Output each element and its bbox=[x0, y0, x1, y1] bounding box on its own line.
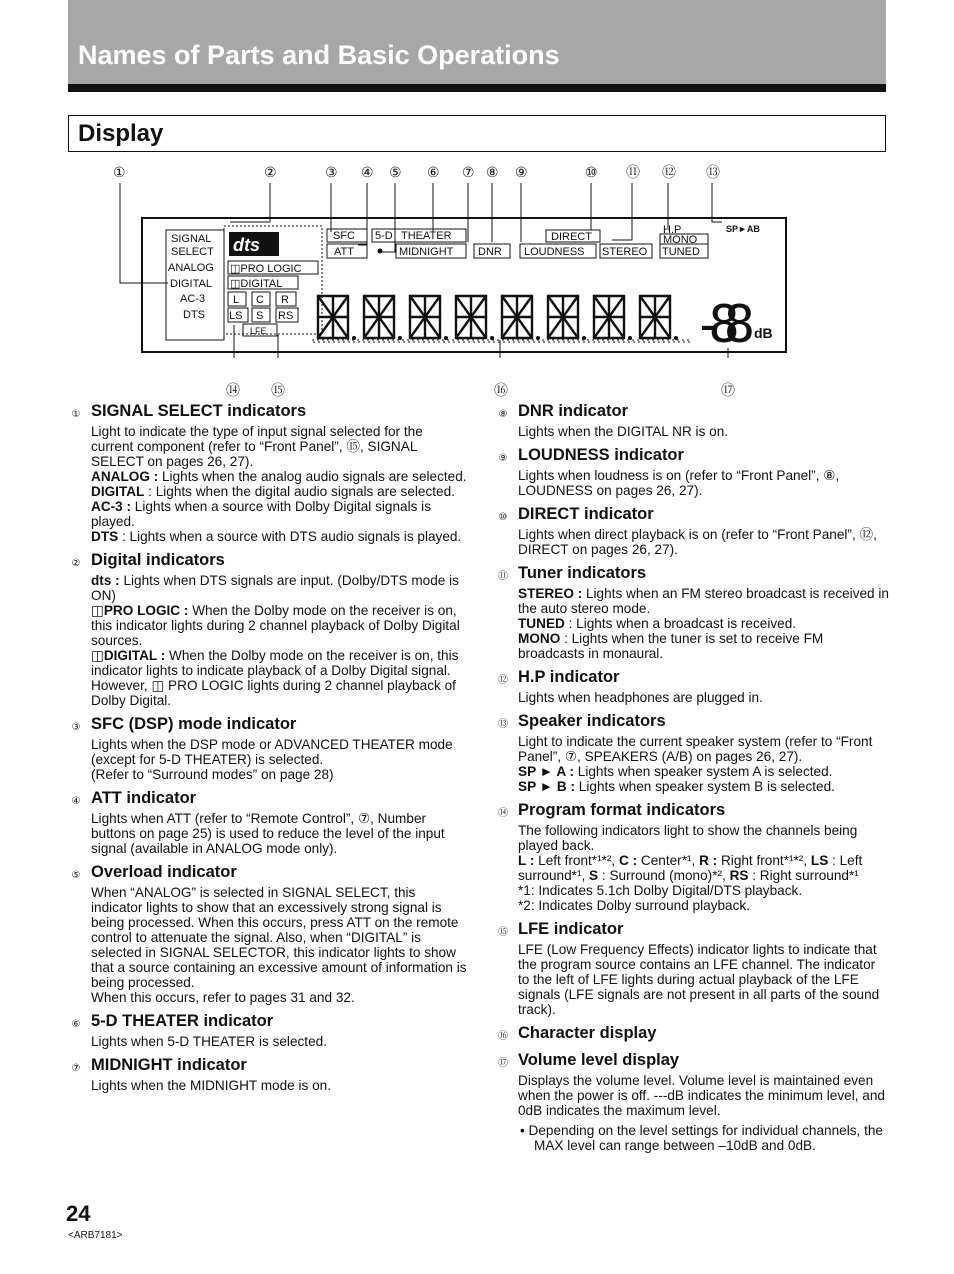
description-text: Displays the volume level. Volume level is maintained even when the power is off. ---dB indicates the minimum level, and 0dB indicates the maximum level. bbox=[518, 1073, 885, 1118]
description-text: Lights when the DIGITAL NR is on. bbox=[518, 424, 729, 439]
character-glyph bbox=[456, 296, 494, 340]
item-body bbox=[518, 734, 890, 794]
term-label: LS bbox=[810, 853, 829, 868]
stereo-indicator: STEREO bbox=[602, 246, 648, 258]
item-marker: ⑭ bbox=[498, 808, 508, 819]
midnight-indicator: MIDNIGHT bbox=[399, 246, 454, 258]
item-marker: ⑫ bbox=[498, 675, 508, 686]
character-glyph bbox=[410, 296, 448, 340]
description-text: Left front*¹*², bbox=[534, 853, 619, 868]
item-title: SFC (DSP) mode indicator bbox=[91, 715, 297, 733]
description-item bbox=[68, 551, 468, 708]
marker-4: ④ bbox=[361, 164, 374, 180]
item-marker: ⑨ bbox=[498, 453, 508, 464]
item-body bbox=[91, 737, 468, 782]
character-glyph bbox=[318, 296, 356, 340]
description-item bbox=[68, 863, 468, 1005]
item-title: Tuner indicators bbox=[518, 564, 647, 582]
description-text: Lights when speaker system B is selected. bbox=[575, 779, 835, 794]
item-marker: ⑧ bbox=[498, 409, 508, 420]
source-digital: DIGITAL bbox=[170, 278, 212, 290]
description-text: Lights when direct playback is on (refer to “Front Panel”, ⑫, DIRECT on pages 26, 27). bbox=[518, 527, 877, 557]
item-body bbox=[518, 527, 890, 557]
loudness-indicator: LOUDNESS bbox=[524, 246, 585, 258]
item-title: Character display bbox=[518, 1024, 657, 1042]
term-label: AC-3 : bbox=[91, 499, 132, 514]
item-heading bbox=[68, 715, 468, 735]
item-body bbox=[518, 468, 890, 498]
term-label: R : bbox=[699, 853, 718, 868]
item-heading bbox=[495, 712, 890, 732]
description-text: Lights when the analog audio signals are selected. bbox=[158, 469, 467, 484]
marker-3: ③ bbox=[325, 164, 338, 180]
description-text: Lights when headphones are plugged in. bbox=[518, 690, 763, 705]
description-item bbox=[495, 446, 890, 498]
marker-5: ⑤ bbox=[389, 164, 402, 180]
description-item bbox=[68, 789, 468, 856]
item-title: ATT indicator bbox=[91, 789, 197, 807]
item-marker: ① bbox=[71, 409, 81, 420]
character-glyph bbox=[548, 296, 586, 340]
description-text: : Surround (mono)*², bbox=[598, 868, 730, 883]
marker-14: ⑭ bbox=[226, 382, 240, 398]
item-heading bbox=[495, 402, 890, 422]
description-text: Lights when an FM stereo broadcast is received in the auto stereo mode. bbox=[518, 586, 889, 616]
term-label: dts : bbox=[91, 573, 120, 588]
item-body bbox=[91, 573, 468, 708]
character-glyph bbox=[594, 296, 632, 340]
source-analog: ANALOG bbox=[168, 262, 214, 274]
description-text: : Lights when a broadcast is received. bbox=[564, 616, 797, 631]
item-heading bbox=[495, 505, 890, 525]
description-text: Right front*¹*², bbox=[717, 853, 811, 868]
description-text: When this occurs, refer to pages 31 and 32. bbox=[91, 990, 355, 1005]
description-text: : Lights when a source with DTS audio signals is played. bbox=[118, 529, 462, 544]
marker-10: ⑩ bbox=[585, 164, 598, 180]
character-glyph bbox=[364, 296, 402, 340]
left-column bbox=[68, 402, 468, 1100]
item-heading bbox=[495, 1051, 890, 1071]
item-body bbox=[518, 586, 890, 661]
section-box bbox=[68, 115, 886, 152]
dnr-indicator: DNR bbox=[478, 246, 502, 258]
item-title: 5-D THEATER indicator bbox=[91, 1012, 274, 1030]
sfc-indicator: SFC bbox=[333, 230, 355, 242]
description-item bbox=[495, 564, 890, 661]
item-body bbox=[91, 1034, 468, 1049]
overload-indicator bbox=[378, 249, 383, 254]
description-text: *2: Indicates Dolby surround playback. bbox=[518, 898, 750, 913]
item-marker: ⑩ bbox=[498, 512, 508, 523]
description-item bbox=[68, 402, 468, 544]
description-item bbox=[495, 1024, 890, 1044]
description-text: Lights when speaker system A is selected. bbox=[574, 764, 833, 779]
item-marker: ⑥ bbox=[71, 1019, 81, 1030]
description-text: Center*¹, bbox=[637, 853, 700, 868]
item-body bbox=[518, 942, 890, 1017]
header-rule bbox=[68, 84, 886, 92]
description-text: When the Dolby mode on the receiver is on, this indicator lights during 2 channel playback of Dolby Digital sources. bbox=[91, 603, 460, 648]
item-title: LOUDNESS indicator bbox=[518, 446, 684, 464]
item-body bbox=[91, 811, 468, 856]
channel-indicators bbox=[228, 292, 298, 336]
volume-db-unit: dB bbox=[754, 325, 773, 341]
item-body bbox=[518, 690, 890, 705]
item-marker: ③ bbox=[71, 722, 81, 733]
direct-indicator: DIRECT bbox=[551, 231, 592, 243]
item-marker: ⑦ bbox=[71, 1063, 81, 1074]
item-marker: ⑯ bbox=[498, 1031, 508, 1042]
item-body bbox=[91, 1078, 468, 1093]
marker-9: ⑨ bbox=[515, 164, 528, 180]
marker-6: ⑥ bbox=[427, 164, 440, 180]
description-text: : Lights when the tuner is set to receive FM broadcasts in monaural. bbox=[518, 631, 824, 661]
term-label: MONO bbox=[518, 631, 561, 646]
item-heading bbox=[68, 402, 468, 422]
mono-indicator: MONO bbox=[663, 234, 698, 246]
description-text: Lights when the MIDNIGHT mode is on. bbox=[91, 1078, 332, 1093]
dd-digital-indicator: ◫DIGITAL bbox=[230, 278, 283, 290]
term-label: ◫PRO LOGIC : bbox=[91, 603, 189, 618]
item-heading bbox=[68, 1056, 468, 1076]
item-heading bbox=[495, 801, 890, 821]
item-heading bbox=[495, 446, 890, 466]
signal-select-label-1: SIGNAL bbox=[171, 233, 212, 245]
lfe-indicator: LFE bbox=[250, 326, 267, 336]
description-text: Lights when ATT (refer to “Remote Control”, ⑦, Number buttons on page 25) is used to reduce the level of the input signal (available in ANALOG mode only). bbox=[91, 811, 445, 856]
description-text: LFE (Low Frequency Effects) indicator lights to indicate that the program source contains an LFE channel. The indicator to the left of LFE lights during actual playback of the LFE signals (LFE signals are not present in all parts of the sound track). bbox=[518, 942, 880, 1017]
item-heading bbox=[68, 551, 468, 571]
item-title: Program format indicators bbox=[518, 801, 726, 819]
tuned-indicator: TUNED bbox=[662, 246, 700, 258]
item-marker: ⑤ bbox=[71, 870, 81, 881]
channel-r: R bbox=[281, 294, 289, 306]
marker-8: ⑧ bbox=[486, 164, 499, 180]
item-marker: ⑮ bbox=[498, 927, 508, 938]
display-diagram bbox=[0, 150, 954, 400]
character-glyph bbox=[640, 296, 678, 340]
marker-13: ⑬ bbox=[706, 164, 720, 180]
item-title: Digital indicators bbox=[91, 551, 225, 569]
marker-7: ⑦ bbox=[462, 164, 475, 180]
item-marker: ⑬ bbox=[498, 719, 508, 730]
term-label: ◫DIGITAL : bbox=[91, 648, 166, 663]
hp-indicator: H.P bbox=[663, 224, 682, 236]
item-heading bbox=[68, 789, 468, 809]
description-item bbox=[495, 668, 890, 705]
description-text: When the Dolby mode on the receiver is on, this indicator lights to indicate playback of a Dolby Digital signal. However, ◫ PRO LOGIC lights during 2 channel playback of Dolby Digital. bbox=[91, 648, 459, 708]
item-marker: ④ bbox=[71, 796, 81, 807]
character-glyph bbox=[502, 296, 540, 340]
description-item bbox=[68, 1012, 468, 1049]
description-text: Light to indicate the current speaker system (refer to “Front Panel”, ⑦, SPEAKERS (A/B) on pages 26, 27). bbox=[518, 734, 873, 764]
source-ac3: AC-3 bbox=[180, 293, 206, 305]
item-body: Displays the volume level. Volume level is maintained even when the power is off. ---dB indicates the minimum level, and 0dB indicates the maximum level. • Depending on the level settings for individual channels, the MAX level can range between –10dB and 0dB. bbox=[518, 1073, 885, 1153]
term-label: RS bbox=[729, 868, 749, 883]
item-heading bbox=[495, 1024, 890, 1044]
item-heading bbox=[68, 1012, 468, 1032]
character-display bbox=[318, 296, 678, 340]
description-text: When “ANALOG” is selected in SIGNAL SELECT, this indicator lights to show that an excessively strong signal is being processed. When this occurs, press ATT on the remote control to attenuate the signal. Also, when “DIGITAL” is selected in SIGNAL SELECTOR, this indicator lights to show that a source containing an excessive amount of information is being processed. bbox=[91, 885, 467, 990]
channel-c: C bbox=[256, 294, 264, 306]
description-text: : Left surround*¹, bbox=[518, 853, 863, 883]
term-label: ANALOG : bbox=[91, 469, 159, 484]
theater-indicator: THEATER bbox=[401, 230, 452, 242]
top-markers bbox=[113, 164, 720, 180]
term-label: L : bbox=[518, 853, 535, 868]
item-body bbox=[91, 885, 468, 1005]
description-text: Light to indicate the type of input signal selected for the current component (refer to “Front Panel”, ⑮, SIGNAL SELECT on pages 26, 27). bbox=[91, 424, 423, 469]
marker-15: ⑮ bbox=[271, 382, 285, 398]
channel-l: L bbox=[233, 294, 240, 306]
marker-12: ⑫ bbox=[662, 164, 676, 180]
item-title: H.P indicator bbox=[518, 668, 620, 686]
description-item bbox=[68, 1056, 468, 1093]
page-header-title: Names of Parts and Basic Operations bbox=[78, 40, 560, 70]
term-label: SP ► B : bbox=[518, 779, 576, 794]
item-title: DIRECT indicator bbox=[518, 505, 654, 523]
description-item bbox=[495, 1051, 890, 1153]
marker-17: ⑰ bbox=[721, 382, 735, 398]
marker-16: ⑯ bbox=[494, 382, 508, 398]
source-dts: DTS bbox=[183, 309, 205, 321]
description-text: Lights when the DSP mode or ADVANCED THEATER mode (except for 5-D THEATER) is selected. bbox=[91, 737, 453, 767]
description-item bbox=[495, 402, 890, 439]
speaker-indicator: SP►AB bbox=[726, 224, 760, 234]
item-title: DNR indicator bbox=[518, 402, 629, 420]
marker-1: ① bbox=[113, 164, 126, 180]
description-text: *1: Indicates 5.1ch Dolby Digital/DTS playback. bbox=[518, 883, 803, 898]
description-item bbox=[68, 715, 468, 782]
description-text: Lights when a source with Dolby Digital signals is played. bbox=[91, 499, 431, 529]
description-text: Lights when DTS signals are input. (Dolby/DTS mode is ON) bbox=[91, 573, 459, 603]
item-title: Volume level display bbox=[518, 1051, 680, 1069]
item-heading bbox=[68, 863, 468, 883]
volume-display: -88 bbox=[693, 295, 755, 355]
item-title: SIGNAL SELECT indicators bbox=[91, 402, 307, 420]
item-title: Overload indicator bbox=[91, 863, 237, 881]
document-code: <ARB7181> bbox=[68, 1230, 123, 1241]
description-item bbox=[495, 801, 890, 913]
att-indicator: ATT bbox=[334, 246, 354, 258]
marker-11: ⑪ bbox=[626, 164, 640, 180]
item-body bbox=[91, 424, 468, 544]
description-text: The following indicators light to show the channels being played back. bbox=[518, 823, 858, 853]
page-number: 24 bbox=[66, 1201, 91, 1226]
item-marker: ⑪ bbox=[498, 571, 508, 582]
item-heading bbox=[495, 920, 890, 940]
right-column bbox=[495, 402, 890, 1160]
page-header bbox=[68, 0, 886, 84]
channel-s: S bbox=[256, 310, 264, 322]
term-label: STEREO : bbox=[518, 586, 583, 601]
item-body bbox=[518, 823, 890, 913]
description-text: : Right surround*¹ bbox=[748, 868, 859, 883]
description-text: Depending on the level settings for individual channels, the MAX level can range between –10dB and 0dB. bbox=[528, 1123, 883, 1153]
item-body bbox=[518, 424, 890, 439]
term-label: DTS bbox=[91, 529, 119, 544]
description-text: Lights when 5-D THEATER is selected. bbox=[91, 1034, 327, 1049]
item-heading bbox=[495, 668, 890, 688]
dts-logo-text: dts bbox=[233, 235, 260, 255]
description-text: (Refer to “Surround modes” on page 28) bbox=[91, 767, 334, 782]
term-label: S bbox=[589, 868, 599, 883]
item-marker: ⑰ bbox=[498, 1058, 508, 1069]
item-marker: ② bbox=[71, 558, 81, 569]
item-title: MIDNIGHT indicator bbox=[91, 1056, 247, 1074]
term-label: TUNED bbox=[518, 616, 565, 631]
item-title: Speaker indicators bbox=[518, 712, 666, 730]
section-title: Display bbox=[78, 120, 164, 147]
description-text: : Lights when the digital audio signals are selected. bbox=[144, 484, 455, 499]
term-label: SP ► A : bbox=[518, 764, 575, 779]
description-item bbox=[495, 712, 890, 794]
description-item bbox=[495, 920, 890, 1017]
term-label: C : bbox=[619, 853, 638, 868]
term-label: DIGITAL bbox=[91, 484, 145, 499]
description-item bbox=[495, 505, 890, 557]
item-title: LFE indicator bbox=[518, 920, 624, 938]
channel-rs: RS bbox=[278, 310, 294, 322]
signal-select-label-2: SELECT bbox=[171, 246, 214, 258]
pro-logic-indicator: ◫PRO LOGIC bbox=[230, 263, 302, 275]
channel-ls: LS bbox=[229, 310, 243, 322]
marker-2: ② bbox=[264, 164, 277, 180]
item-heading bbox=[495, 564, 890, 584]
five-d-indicator: 5-D bbox=[375, 230, 393, 242]
description-text: Lights when loudness is on (refer to “Front Panel”, ⑧, LOUDNESS on pages 26, 27). bbox=[518, 468, 840, 498]
